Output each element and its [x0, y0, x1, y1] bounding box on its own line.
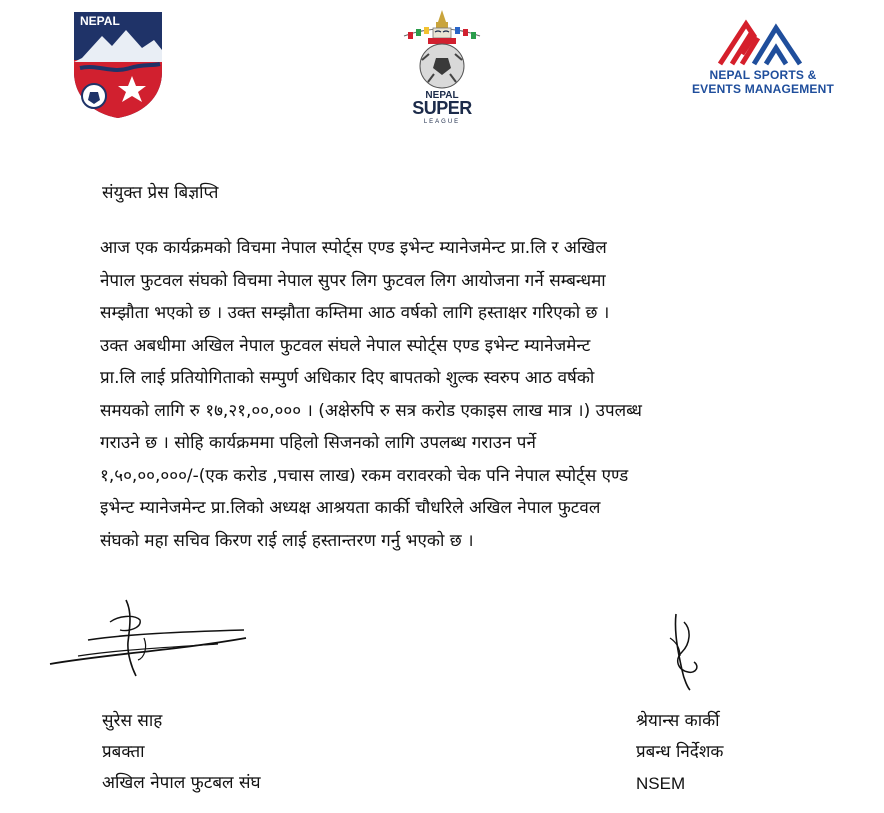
body-line: समयको लागि रु १७,२१,००,००० । (अक्षेरुपि रु सत्र करोड एकाइस लाख मात्र ।) उपलब्ध	[100, 400, 642, 421]
nsl-super-text: SUPER	[412, 98, 472, 118]
nsl-league-text: LEAGUE	[423, 119, 461, 125]
stupa-football-icon	[398, 8, 486, 92]
left-signature-image	[48, 598, 252, 678]
body-line: गराउने छ । सोहि कार्यक्रममा पहिलो सिजनको लागि उपलब्ध गराउन पर्ने	[100, 433, 536, 453]
right-signatory-name: श्रेयान्स कार्की	[636, 711, 720, 731]
right-signatory-title: प्रबन्ध निर्देशक	[636, 742, 724, 762]
handwritten-signature-icon	[48, 598, 252, 678]
left-signatory	[102, 706, 261, 799]
left-signatory-org: अखिल नेपाल फुटबल संघ	[102, 773, 261, 793]
press-release-body	[100, 232, 810, 557]
right-signatory	[636, 706, 723, 799]
body-line: १,५०,००,०००/-(एक करोड ,पचास लाख) रकम वरावरको चेक पनि नेपाल स्पोर्ट्स एण्ड	[100, 465, 629, 486]
anfa-label: NEPAL	[80, 14, 120, 28]
handwritten-signature-icon	[660, 612, 704, 692]
nsem-logo	[688, 18, 838, 102]
left-signatory-name: सुरेस साह	[102, 711, 163, 731]
right-signature-image	[660, 612, 704, 692]
anfa-logo	[72, 10, 164, 120]
body-line: इभेन्ट म्यानेजमेन्ट प्रा.लिको अध्यक्ष आश्रयता कार्की चौधरिले अखिल नेपाल फुटवल	[100, 498, 601, 518]
nsl-nepal-text: NEPAL	[425, 90, 459, 101]
nsem-name	[688, 68, 838, 96]
body-line: आज एक कार्यक्रमको विचमा नेपाल स्पोर्ट्स एण्ड इभेन्ट म्यानेजमेन्ट प्रा.लि र अखिल	[100, 238, 607, 258]
nsem-mountain-icon	[688, 18, 838, 66]
body-line: सम्झौता भएको छ । उक्त सम्झौता कम्तिमा आठ वर्षको लागि हस्ताक्षर गरिएको छ ।	[100, 303, 610, 323]
body-line: उक्त अबधीमा अखिल नेपाल फुटवल संघले नेपाल स्पोर्ट्स एण्ड इभेन्ट म्यानेजमेन्ट	[100, 335, 591, 356]
left-signatory-title: प्रबक्ता	[102, 742, 145, 762]
right-signatory-org: NSEM	[636, 774, 686, 793]
nepal-super-league-logo	[398, 8, 486, 130]
nsem-name-line2: EVENTS MANAGEMENT	[691, 82, 835, 96]
body-line: प्रा.लि लाई प्रतियोगिताको सम्पुर्ण अधिकार दिए बापतको शुल्क स्वरुप आठ वर्षको	[100, 368, 595, 388]
body-line: नेपाल फुटवल संघको विचमा नेपाल सुपर लिग फुटवल लिग आयोजना गर्ने सम्बन्धमा	[100, 270, 606, 291]
body-line: संघको महा सचिव किरण राई लाई हस्तान्तरण गर्नु भएको छ ।	[100, 530, 474, 551]
nsem-name-line1: NEPAL SPORTS &	[709, 68, 817, 82]
press-release-heading: संयुक्त प्रेस बिज्ञप्ति	[102, 183, 219, 203]
